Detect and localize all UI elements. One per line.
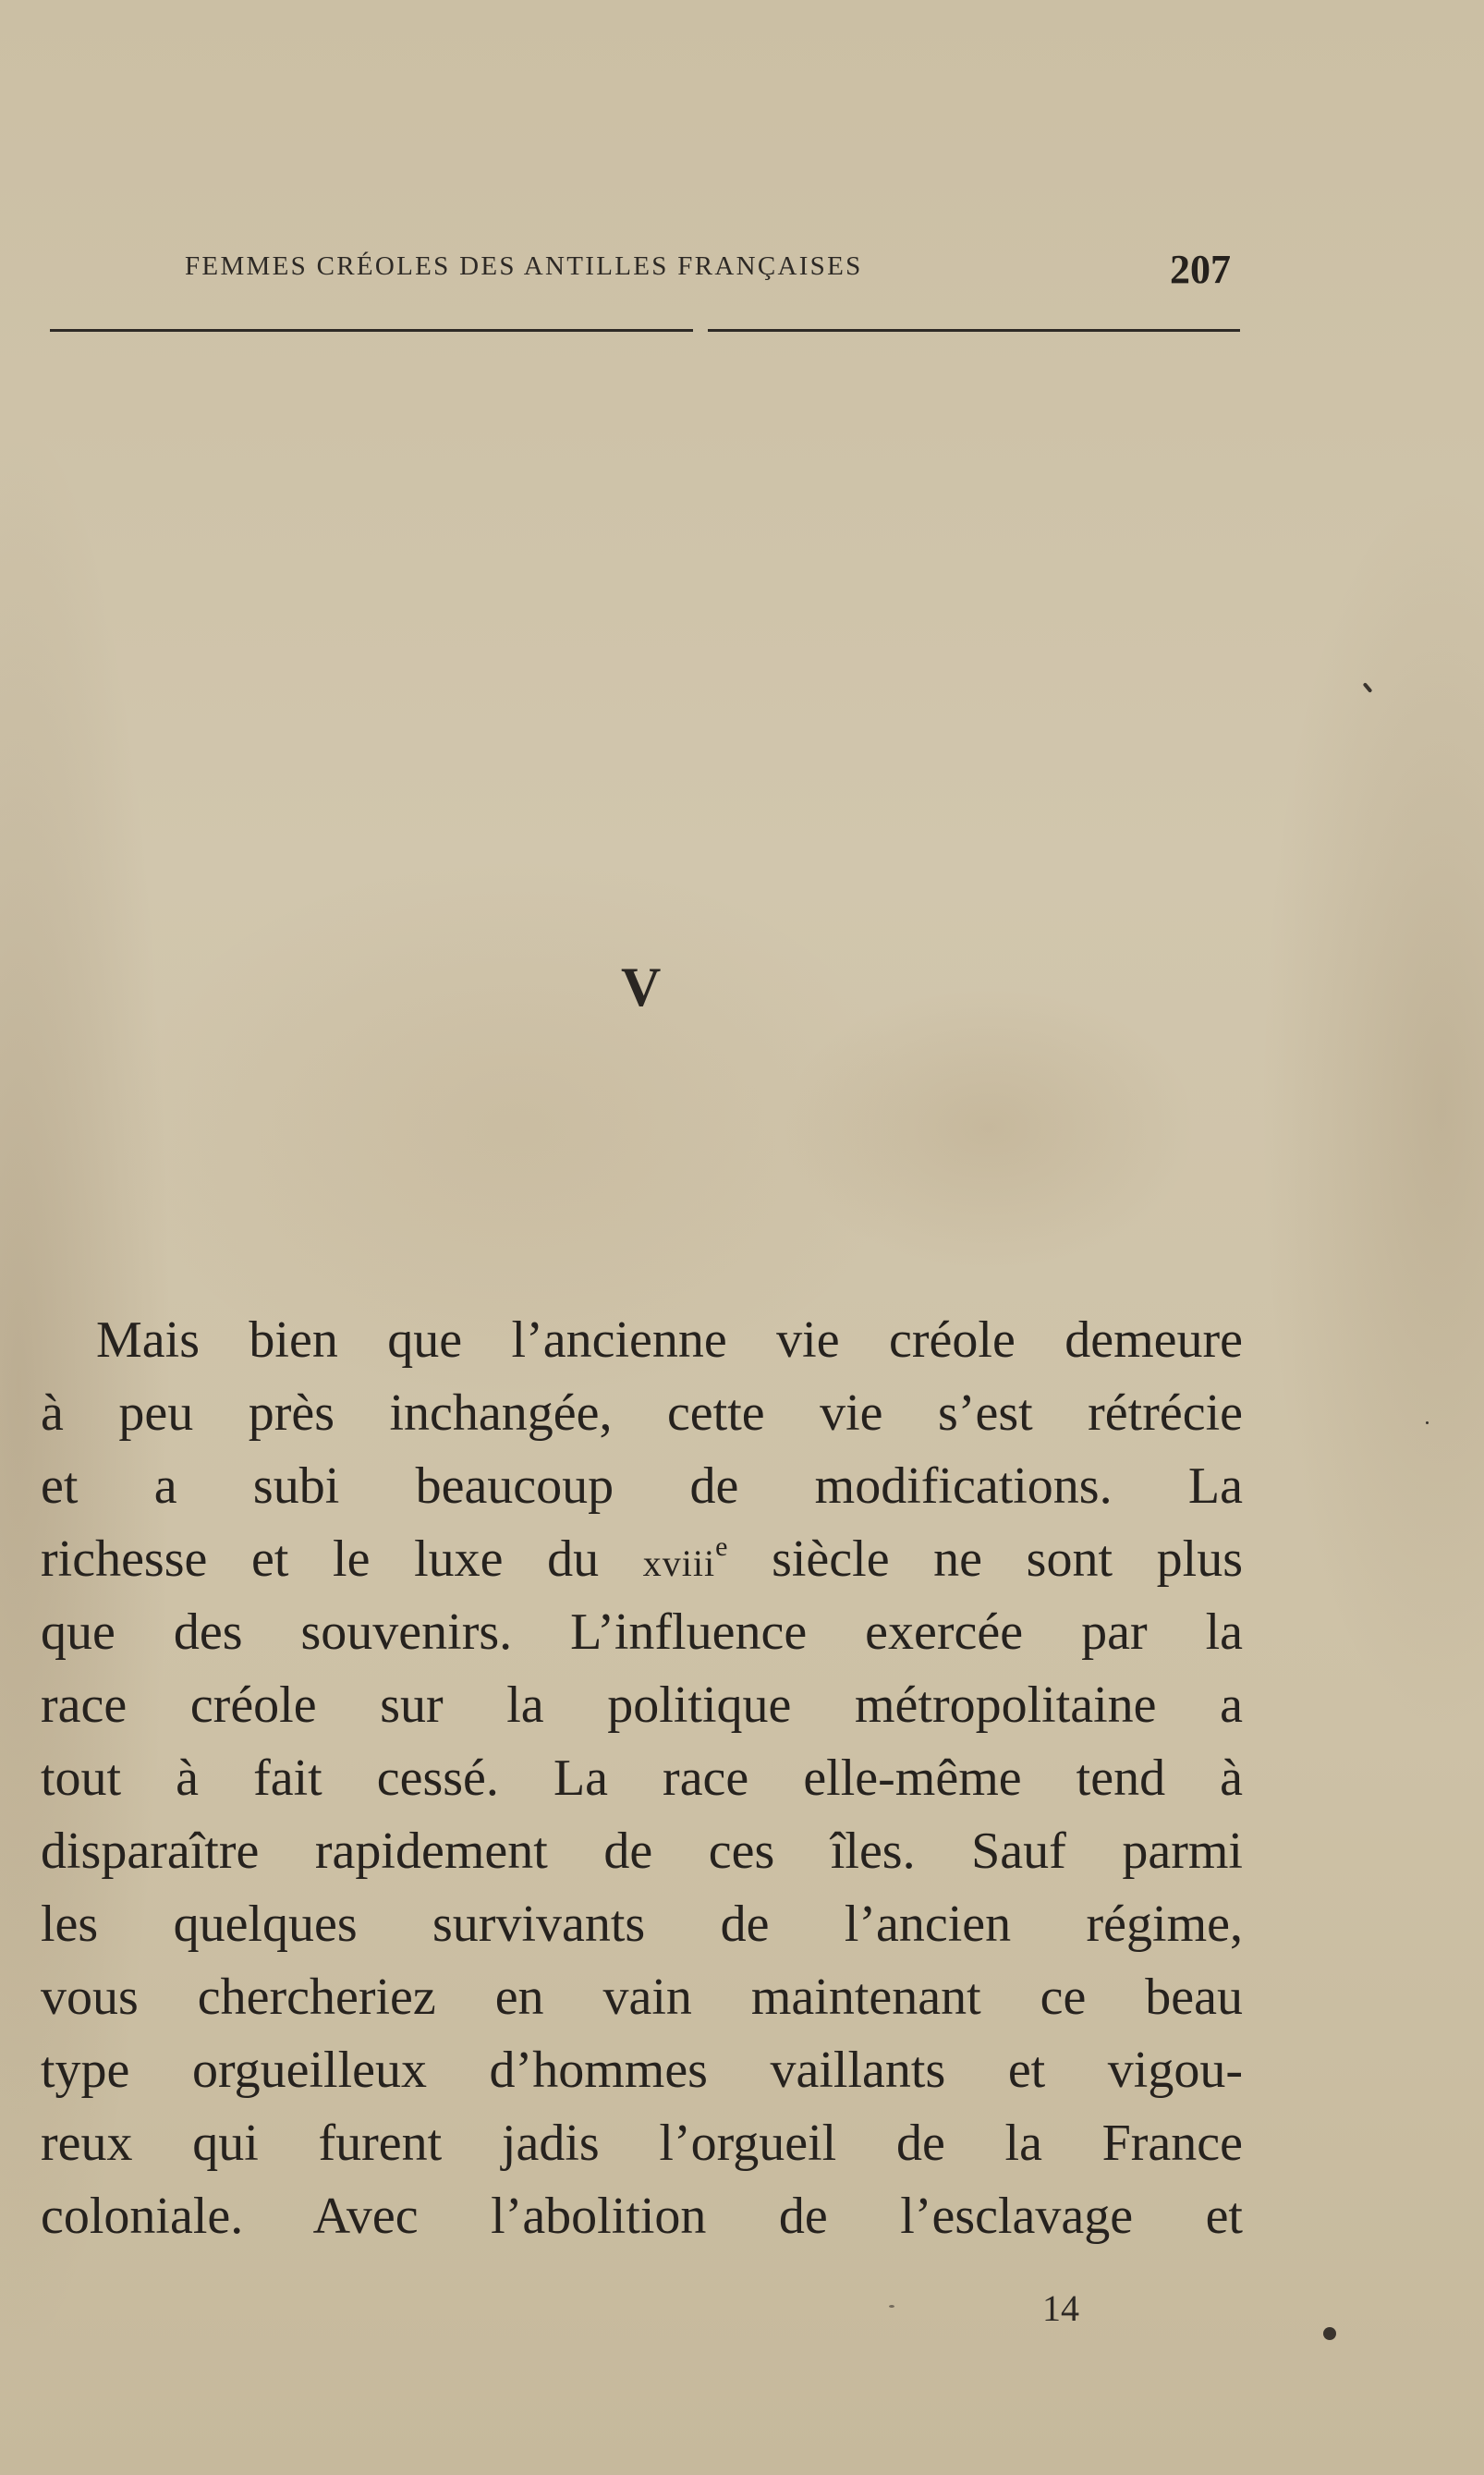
ink-speck bbox=[1363, 682, 1373, 693]
body-line-4-end: siècle ne sont plus bbox=[772, 1530, 1244, 1588]
body-line-13: coloniale. Avec l’abolition de l’esclavage et bbox=[41, 2188, 1243, 2245]
body-line-9: les quelques survivants de l’ancien régime, bbox=[41, 1896, 1243, 1953]
body-line-11: type orgueilleux d’hommes vaillants et vigou- bbox=[41, 2042, 1243, 2099]
body-line-7: tout à fait cessé. La race elle-même tend à bbox=[41, 1750, 1243, 1807]
page-number: 207 bbox=[1170, 247, 1231, 292]
running-head: FEMMES CRÉOLES DES ANTILLES FRANÇAISES bbox=[185, 251, 863, 281]
body-line-4-start: richesse et le luxe du bbox=[41, 1530, 600, 1588]
ink-speck bbox=[889, 2305, 894, 2308]
signature-mark: 14 bbox=[1042, 2287, 1079, 2329]
chapter-numeral: V bbox=[621, 957, 662, 1018]
body-line-12: reux qui furent jadis l’orgueil de la France bbox=[41, 2115, 1243, 2172]
body-line-2: à peu près inchangée, cette vie s’est rétrécie bbox=[41, 1384, 1243, 1442]
body-line-8: disparaître rapidement de ces îles. Sauf parmi bbox=[41, 1823, 1243, 1880]
ink-speck bbox=[1323, 2327, 1336, 2340]
body-line-1: Mais bien que l’ancienne vie créole demeure bbox=[96, 1311, 1243, 1369]
body-line-5: que des souvenirs. L’influence exercée par la bbox=[41, 1603, 1243, 1661]
body-line-10: vous chercheriez en vain maintenant ce beau bbox=[41, 1969, 1243, 2026]
century-superscript: e bbox=[715, 1531, 728, 1562]
body-line-6: race créole sur la politique métropolitaine a bbox=[41, 1676, 1243, 1734]
body-line-3: et a subi beaucoup de modifications. La bbox=[41, 1457, 1243, 1515]
body-line-4 bbox=[41, 1522, 1243, 1596]
century-roman: xviii bbox=[642, 1542, 716, 1584]
header-rule-left bbox=[50, 329, 693, 332]
header-rule-right bbox=[708, 329, 1240, 332]
ink-speck bbox=[1426, 1421, 1429, 1424]
century-numeral bbox=[643, 1530, 728, 1588]
